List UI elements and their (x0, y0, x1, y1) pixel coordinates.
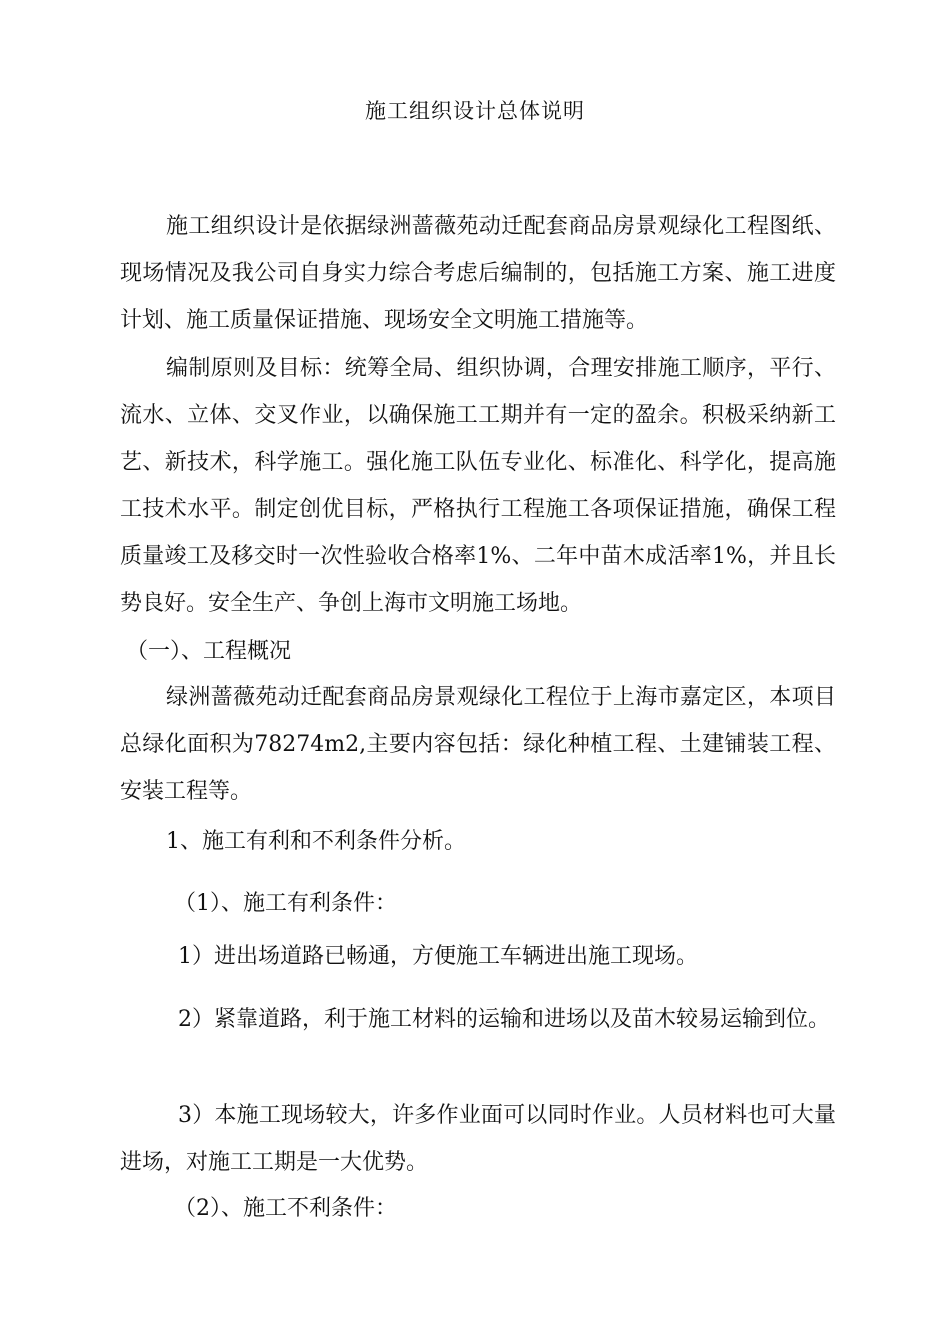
paragraph-overview: 绿洲蔷薇苑动迁配套商品房景观绿化工程位于上海市嘉定区，本项目总绿化面积为78274m2,主要内容包括：绿化种植工程、土建铺装工程、安装工程等。 (120, 685, 836, 804)
document-title: 施工组织设计总体说明 (365, 99, 585, 123)
subheading-conditions: 1、施工有利和不利条件分析。 (166, 829, 466, 854)
paragraph-intro: 施工组织设计是依据绿洲蔷薇苑动迁配套商品房景观绿化工程图纸、现场情况及我公司自身实力综合考虑后编制的，包括施工方案、施工进度计划、施工质量保证措施、现场安全文明施工措施等。 (120, 214, 836, 333)
section-heading-overview: （一）、工程概况 (126, 639, 292, 664)
list-item-favorable-3: 3）本施工现场较大，许多作业面可以同时作业。人员材料也可大量进场，对施工工期是一大优势。 (120, 1103, 836, 1175)
subheading-favorable: （1）、施工有利条件： (174, 891, 397, 916)
paragraph-principles: 编制原则及目标：统筹全局、组织协调，合理安排施工顺序，平行、流水、立体、交叉作业，以确保施工工期并有一定的盈余。积极采纳新工艺、新技术，科学施工。强化施工队伍专业化、标准化、科学化，提高施工技术水平。制定创优目标，严格执行工程施工各项保证措施，确保工程质量竣工及移交时一次性验收合格率1%、二年中苗木成活率1%，并且长势良好。安全生产、争创上海市文明施工场地。 (120, 356, 836, 616)
list-item-favorable-2: 2）紧靠道路，利于施工材料的运输和进场以及苗木较易运输到位。 (178, 1007, 830, 1032)
subheading-unfavorable: （2）、施工不利条件： (174, 1196, 397, 1221)
list-item-favorable-1: 1）进出场道路已畅通，方便施工车辆进出施工现场。 (178, 944, 698, 969)
